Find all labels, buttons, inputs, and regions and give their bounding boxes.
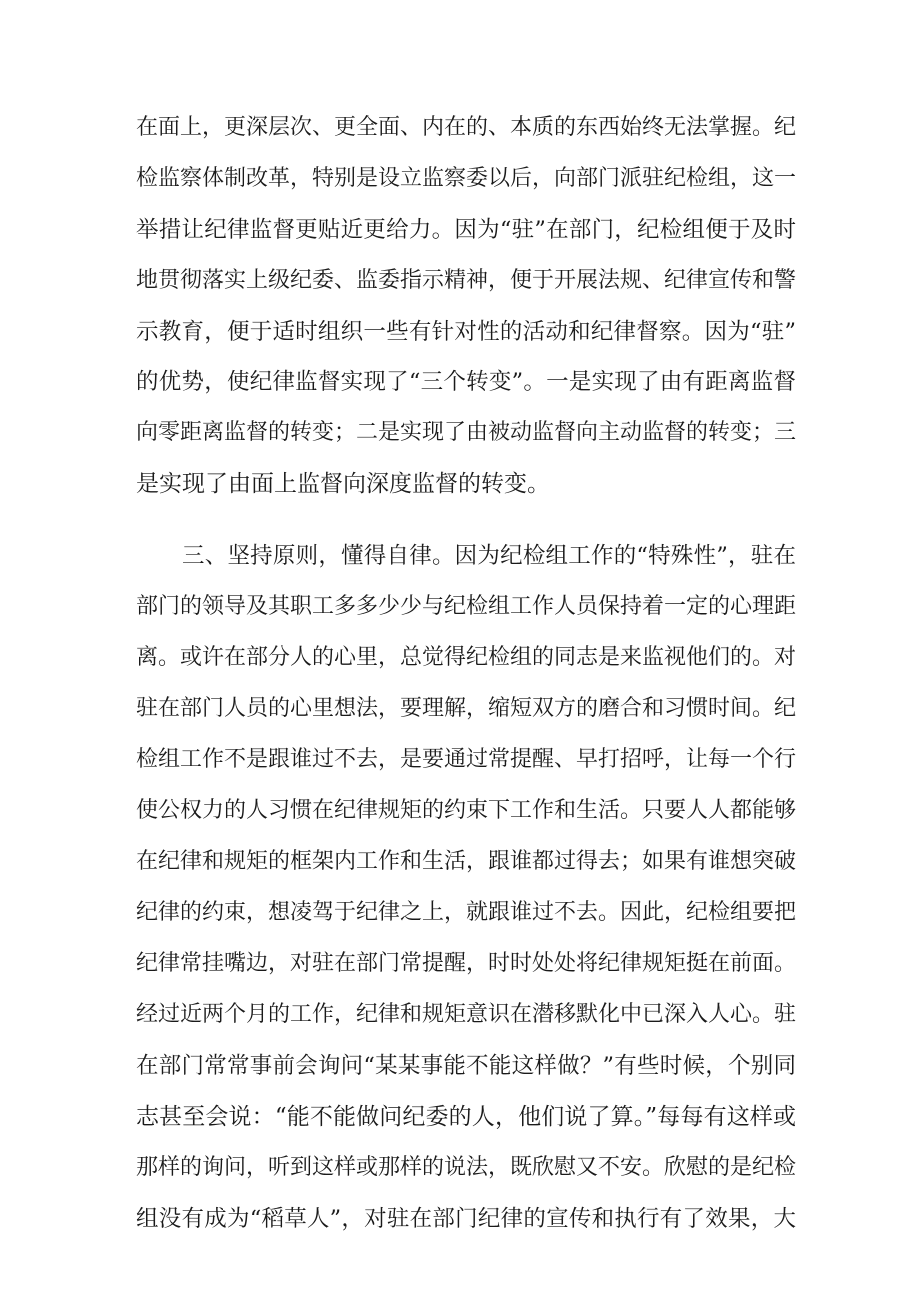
text-line: 向零距离监督的转变；二是实现了由被动监督向主动监督的转变；三 — [136, 420, 797, 445]
text-line: 离。或许在部分人的心里，总觉得纪检组的同志是来监视他们的。对 — [136, 645, 797, 670]
text-line: 纪律的约束，想凌驾于纪律之上，就跟谁过不去。因此，纪检组要把 — [136, 900, 797, 925]
text-line: 驻在部门人员的心里想法，要理解，缩短双方的磨合和习惯时间。纪 — [136, 696, 797, 721]
text-line: 地贯彻落实上级纪委、监委指示精神，便于开展法规、纪律宣传和警 — [136, 268, 797, 293]
text-line: 示教育，便于适时组织一些有针对性的活动和纪律督察。因为“驻” — [136, 319, 796, 345]
text-line: 纪律常挂嘴边，对驻在部门常提醒，时时处处将纪律规矩挺在前面。 — [136, 951, 797, 976]
text-line: 经过近两个月的工作，纪律和规矩意识在潜移默化中已深入人心。驻 — [136, 1002, 797, 1027]
text-line: 的优势，使纪律监督实现了“三个转变”。一是实现了由有距离监督 — [136, 369, 796, 395]
text-line: 是实现了由面上监督向深度监督的转变。 — [136, 471, 550, 497]
text-line: 使公权力的人习惯在纪律规矩的约束下工作和生活。只要人人都能够 — [136, 798, 797, 823]
text-line: 组没有成为“稻草人”，对驻在部门纪律的宣传和执行有了效果，大 — [136, 1206, 796, 1232]
text-line: 部门的领导及其职工多多少少与纪检组工作人员保持着一定的心理距 — [136, 594, 797, 619]
text-line: 在纪律和规矩的框架内工作和生活，跟谁都过得去；如果有谁想突破 — [136, 849, 797, 874]
text-line: 三、坚持原则，懂得自律。因为纪检组工作的“特殊性”，驻在 — [182, 543, 796, 569]
text-line: 志甚至会说：“能不能做问纪委的人，他们说了算。”每每有这样或 — [136, 1104, 796, 1130]
text-line: 举措让纪律监督更贴近更给力。因为“驻”在部门，纪检组便于及时 — [136, 217, 796, 243]
text-line: 检组工作不是跟谁过不去，是要通过常提醒、早打招呼，让每一个行 — [136, 747, 797, 772]
text-line: 检监察体制改革，特别是设立监察委以后，向部门派驻纪检组，这一 — [136, 166, 797, 191]
text-line: 那样的询问，听到这样或那样的说法，既欣慰又不安。欣慰的是纪检 — [136, 1155, 797, 1180]
text-line: 在面上，更深层次、更全面、内在的、本质的东西始终无法掌握。纪 — [136, 115, 797, 140]
text-line: 在部门常常事前会询问“某某事能不能这样做？”有些时候，个别同 — [136, 1053, 796, 1079]
